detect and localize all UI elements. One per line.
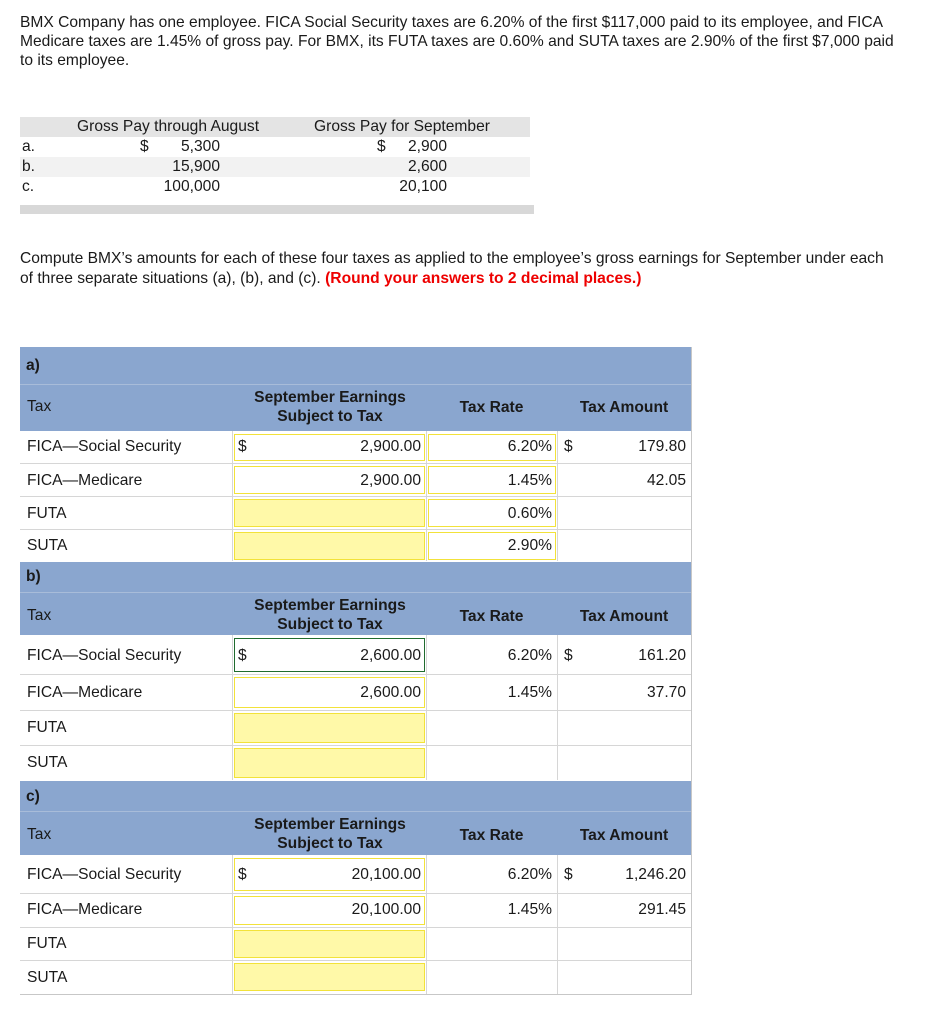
- currency-symbol: $: [564, 866, 573, 883]
- earnings-value: 20,100.00: [351, 901, 421, 918]
- given-currency: $: [140, 138, 149, 155]
- section-label-c: c): [26, 788, 40, 805]
- earnings-value: 20,100.00: [351, 866, 421, 883]
- tax-name: SUTA: [27, 754, 68, 771]
- currency-symbol: $: [238, 647, 247, 664]
- amount-value: 179.80: [638, 438, 686, 455]
- instructions: [20, 249, 900, 289]
- column-header-tax: Tax: [27, 398, 52, 415]
- header-gross-pay-through-august: Gross Pay through August: [77, 118, 260, 135]
- column-header-earnings: September Earnings Subject to Tax: [254, 816, 406, 852]
- tax-name: FUTA: [27, 505, 67, 522]
- tax-name: FICA—Medicare: [27, 684, 143, 701]
- currency-symbol: $: [564, 647, 573, 664]
- answer-table: [20, 347, 692, 995]
- given-september-value: 2,900: [407, 138, 447, 155]
- column-header-earnings: September Earnings Subject to Tax: [254, 389, 406, 425]
- rounding-note: (Round your answers to 2 decimal places.): [325, 270, 642, 287]
- rate-value: 2.90%: [507, 537, 552, 554]
- column-header-earnings: September Earnings Subject to Tax: [254, 597, 406, 633]
- given-row-label: a.: [22, 138, 36, 155]
- given-currency: $: [377, 138, 386, 155]
- amount-value: 1,246.20: [625, 866, 686, 883]
- row-divider: [20, 960, 691, 961]
- tax-name: FICA—Medicare: [27, 472, 143, 489]
- row-divider: [20, 463, 691, 464]
- tax-name: FICA—Social Security: [27, 647, 182, 664]
- given-through-august-value: 100,000: [163, 178, 220, 195]
- column-divider: [232, 635, 233, 780]
- earnings-input[interactable]: [234, 713, 425, 743]
- rate-value: 6.20%: [507, 438, 552, 455]
- given-row-label: c.: [22, 178, 35, 195]
- given-september-value: 20,100: [399, 178, 447, 195]
- row-divider: [20, 529, 691, 530]
- row-divider: [20, 710, 691, 711]
- row-divider: [20, 674, 691, 675]
- tax-name: SUTA: [27, 969, 68, 986]
- amount-value: 291.45: [638, 901, 686, 918]
- rate-value: 1.45%: [507, 472, 552, 489]
- amount-value: 42.05: [646, 472, 686, 489]
- column-divider: [557, 855, 558, 994]
- column-divider: [232, 855, 233, 994]
- tax-name: FICA—Medicare: [27, 901, 143, 918]
- currency-symbol: $: [238, 866, 247, 883]
- given-row-label: b.: [22, 158, 36, 175]
- column-header-amount: Tax Amount: [579, 827, 669, 844]
- rate-value: 6.20%: [507, 647, 552, 664]
- tax-name: FICA—Social Security: [27, 438, 182, 455]
- earnings-value: 2,900.00: [360, 438, 421, 455]
- amount-value: 161.20: [638, 647, 686, 664]
- earnings-input[interactable]: [234, 748, 425, 778]
- earnings-input[interactable]: [234, 963, 425, 991]
- rate-value: 0.60%: [507, 505, 552, 522]
- section-divider: [20, 811, 691, 812]
- given-bottom-bar: [20, 205, 534, 214]
- earnings-value: 2,600.00: [360, 647, 421, 664]
- earnings-value: 2,600.00: [360, 684, 421, 701]
- column-header-tax: Tax: [27, 607, 52, 624]
- amount-value: 37.70: [646, 684, 686, 701]
- column-header-amount: Tax Amount: [579, 608, 669, 625]
- given-through-august-value: 5,300: [180, 138, 220, 155]
- row-divider: [20, 745, 691, 746]
- rate-value: 1.45%: [507, 901, 552, 918]
- currency-symbol: $: [564, 438, 573, 455]
- column-header-tax: Tax: [27, 826, 52, 843]
- currency-symbol: $: [238, 438, 247, 455]
- given-data-table: [20, 117, 534, 215]
- column-header-rate: Tax Rate: [459, 399, 524, 416]
- row-divider: [20, 496, 691, 497]
- earnings-input[interactable]: [234, 532, 425, 560]
- given-row-stripe: [20, 157, 530, 177]
- earnings-input[interactable]: [234, 499, 425, 527]
- rate-value: 1.45%: [507, 684, 552, 701]
- given-september-value: 2,600: [407, 158, 447, 175]
- column-header-rate: Tax Rate: [459, 827, 524, 844]
- column-divider: [557, 635, 558, 780]
- column-header-rate: Tax Rate: [459, 608, 524, 625]
- earnings-value: 2,900.00: [360, 472, 421, 489]
- tax-name: FICA—Social Security: [27, 866, 182, 883]
- given-through-august-value: 15,900: [172, 158, 220, 175]
- tax-name: SUTA: [27, 537, 68, 554]
- section-label-a: a): [26, 357, 40, 374]
- column-divider: [426, 635, 427, 780]
- rate-value: 6.20%: [507, 866, 552, 883]
- row-divider: [20, 927, 691, 928]
- section-label-b: b): [26, 568, 41, 585]
- tax-name: FUTA: [27, 719, 67, 736]
- row-divider: [20, 893, 691, 894]
- section-divider: [20, 592, 691, 593]
- section-divider: [20, 384, 691, 385]
- problem-statement: BMX Company has one employee. FICA Social Security taxes are 6.20% of the first $117,000 paid to its employee, and FICA Medicare taxes are 1.45% of gross pay. For BMX, its FUTA taxes are 0.60% and SUTA taxes are 2.90% of the first $7,000 paid to its employee.: [20, 14, 894, 69]
- instructions-text: Compute BMX’s amounts for each of these four taxes as applied to the employee’s gross earnings for September under each of three separate situations (a), (b), and (c).: [20, 250, 884, 287]
- column-header-amount: Tax Amount: [579, 399, 669, 416]
- earnings-input[interactable]: [234, 930, 425, 958]
- header-gross-pay-september: Gross Pay for September: [314, 118, 490, 135]
- column-divider: [426, 855, 427, 994]
- tax-name: FUTA: [27, 935, 67, 952]
